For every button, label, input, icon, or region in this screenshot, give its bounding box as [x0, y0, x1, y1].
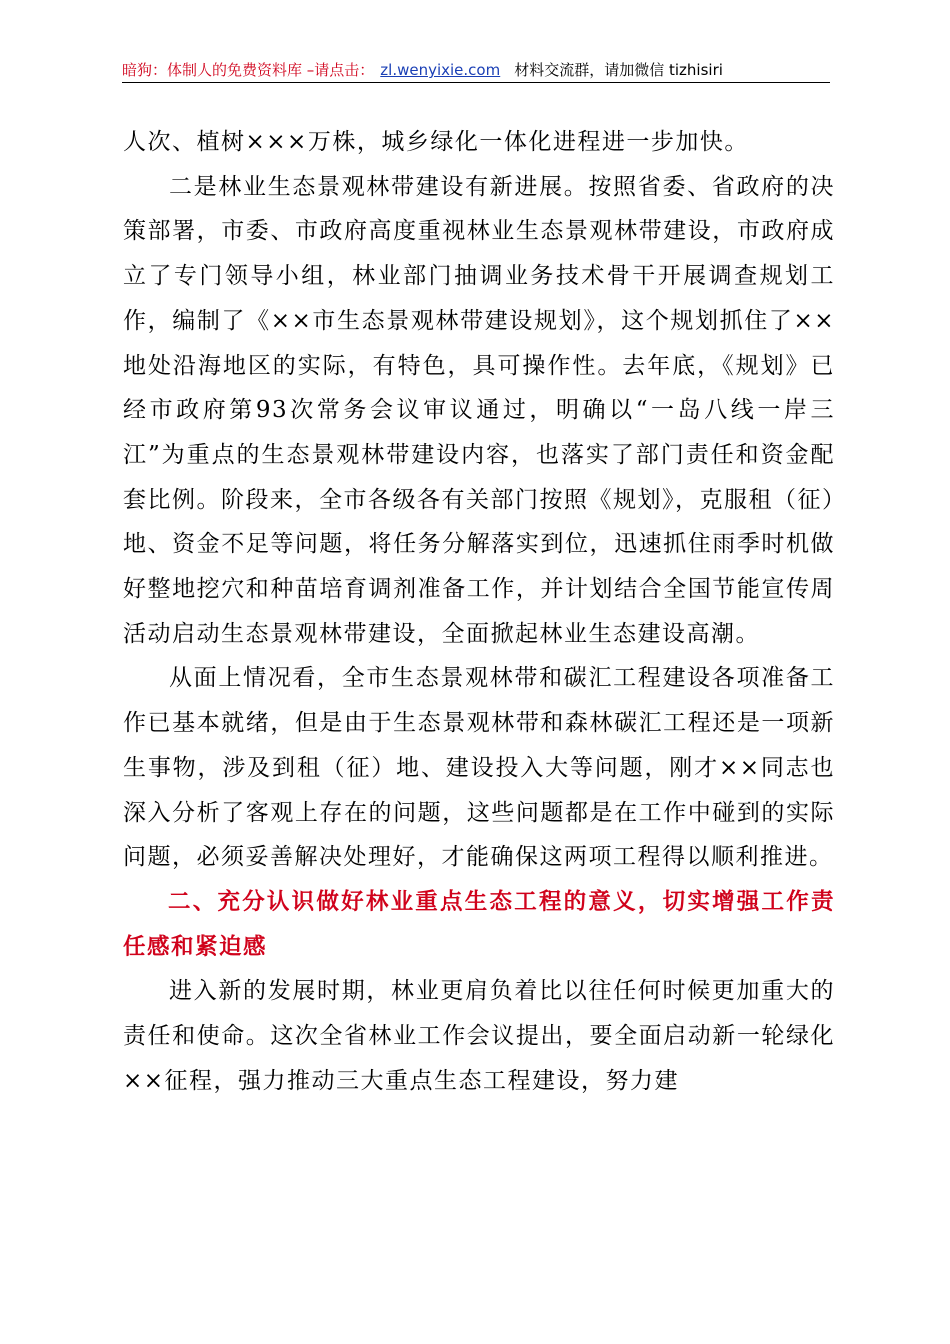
page-header [122, 58, 830, 82]
paragraph-overview: 从面上情况看，全市生态景观林带和碳汇工程建设各项准备工作已基本就绪，但是由于生态景观林带和森林碳汇工程还是一项新生事物，涉及到租（征）地、建设投入大等问题，刚才××同志也深入分析了客观上存在的问题，这些问题都是在工作中碰到的实际问题，必须妥善解决处理好，才能确保这两项工程得以顺利推进。 [123, 665, 835, 871]
header-divider [122, 82, 830, 83]
paragraph-landscape-belt: 二是林业生态景观林带建设有新进展。按照省委、省政府的决策部署，市委、市政府高度重视林业生态景观林带建设，市政府成立了专门领导小组，林业部门抽调业务技术骨干开展调查规划工作，编制了《××市生态景观林带建设规划》，这个规划抓住了××地处沿海地区的实际，有特色，具可操作性。去年底，《规划》已经市政府第93次常务会议审议通过，明确以“一岛八线一岸三江”为重点的生态景观林带建设内容，也落实了部门责任和资金配套比例。阶段来，全市各级各有关部门按照《规划》，克服租（征）地、资金不足等问题，将任务分解落实到位，迅速抓住雨季时机做好整地挖穴和种苗培育调剂准备工作，并计划结合全国节能宣传周活动启动生态景观林带建设，全面掀起林业生态建设高潮。 [123, 173, 835, 647]
section-heading: 二、充分认识做好林业重点生态工程的意义，切实增强工作责任感和紧迫感 [123, 888, 835, 960]
paragraph-new-period: 进入新的发展时期，林业更肩负着比以往任何时候更加重大的责任和使命。这次全省林业工作会议提出，要全面启动新一轮绿化××征程，强力推动三大重点生态工程建设，努力建 [123, 978, 835, 1094]
paragraph-continuation: 人次、植树×××万株，城乡绿化一体化进程进一步加快。 [123, 129, 749, 155]
header-contact-text: 材料交流群，请加微信 tizhisiri [514, 61, 723, 79]
header-website-link[interactable]: zl.wenyixie.com [380, 61, 501, 79]
header-ad-text: 暗狗：体制人的免费资料库 –请点击： [122, 61, 375, 79]
document-body [123, 120, 835, 1103]
